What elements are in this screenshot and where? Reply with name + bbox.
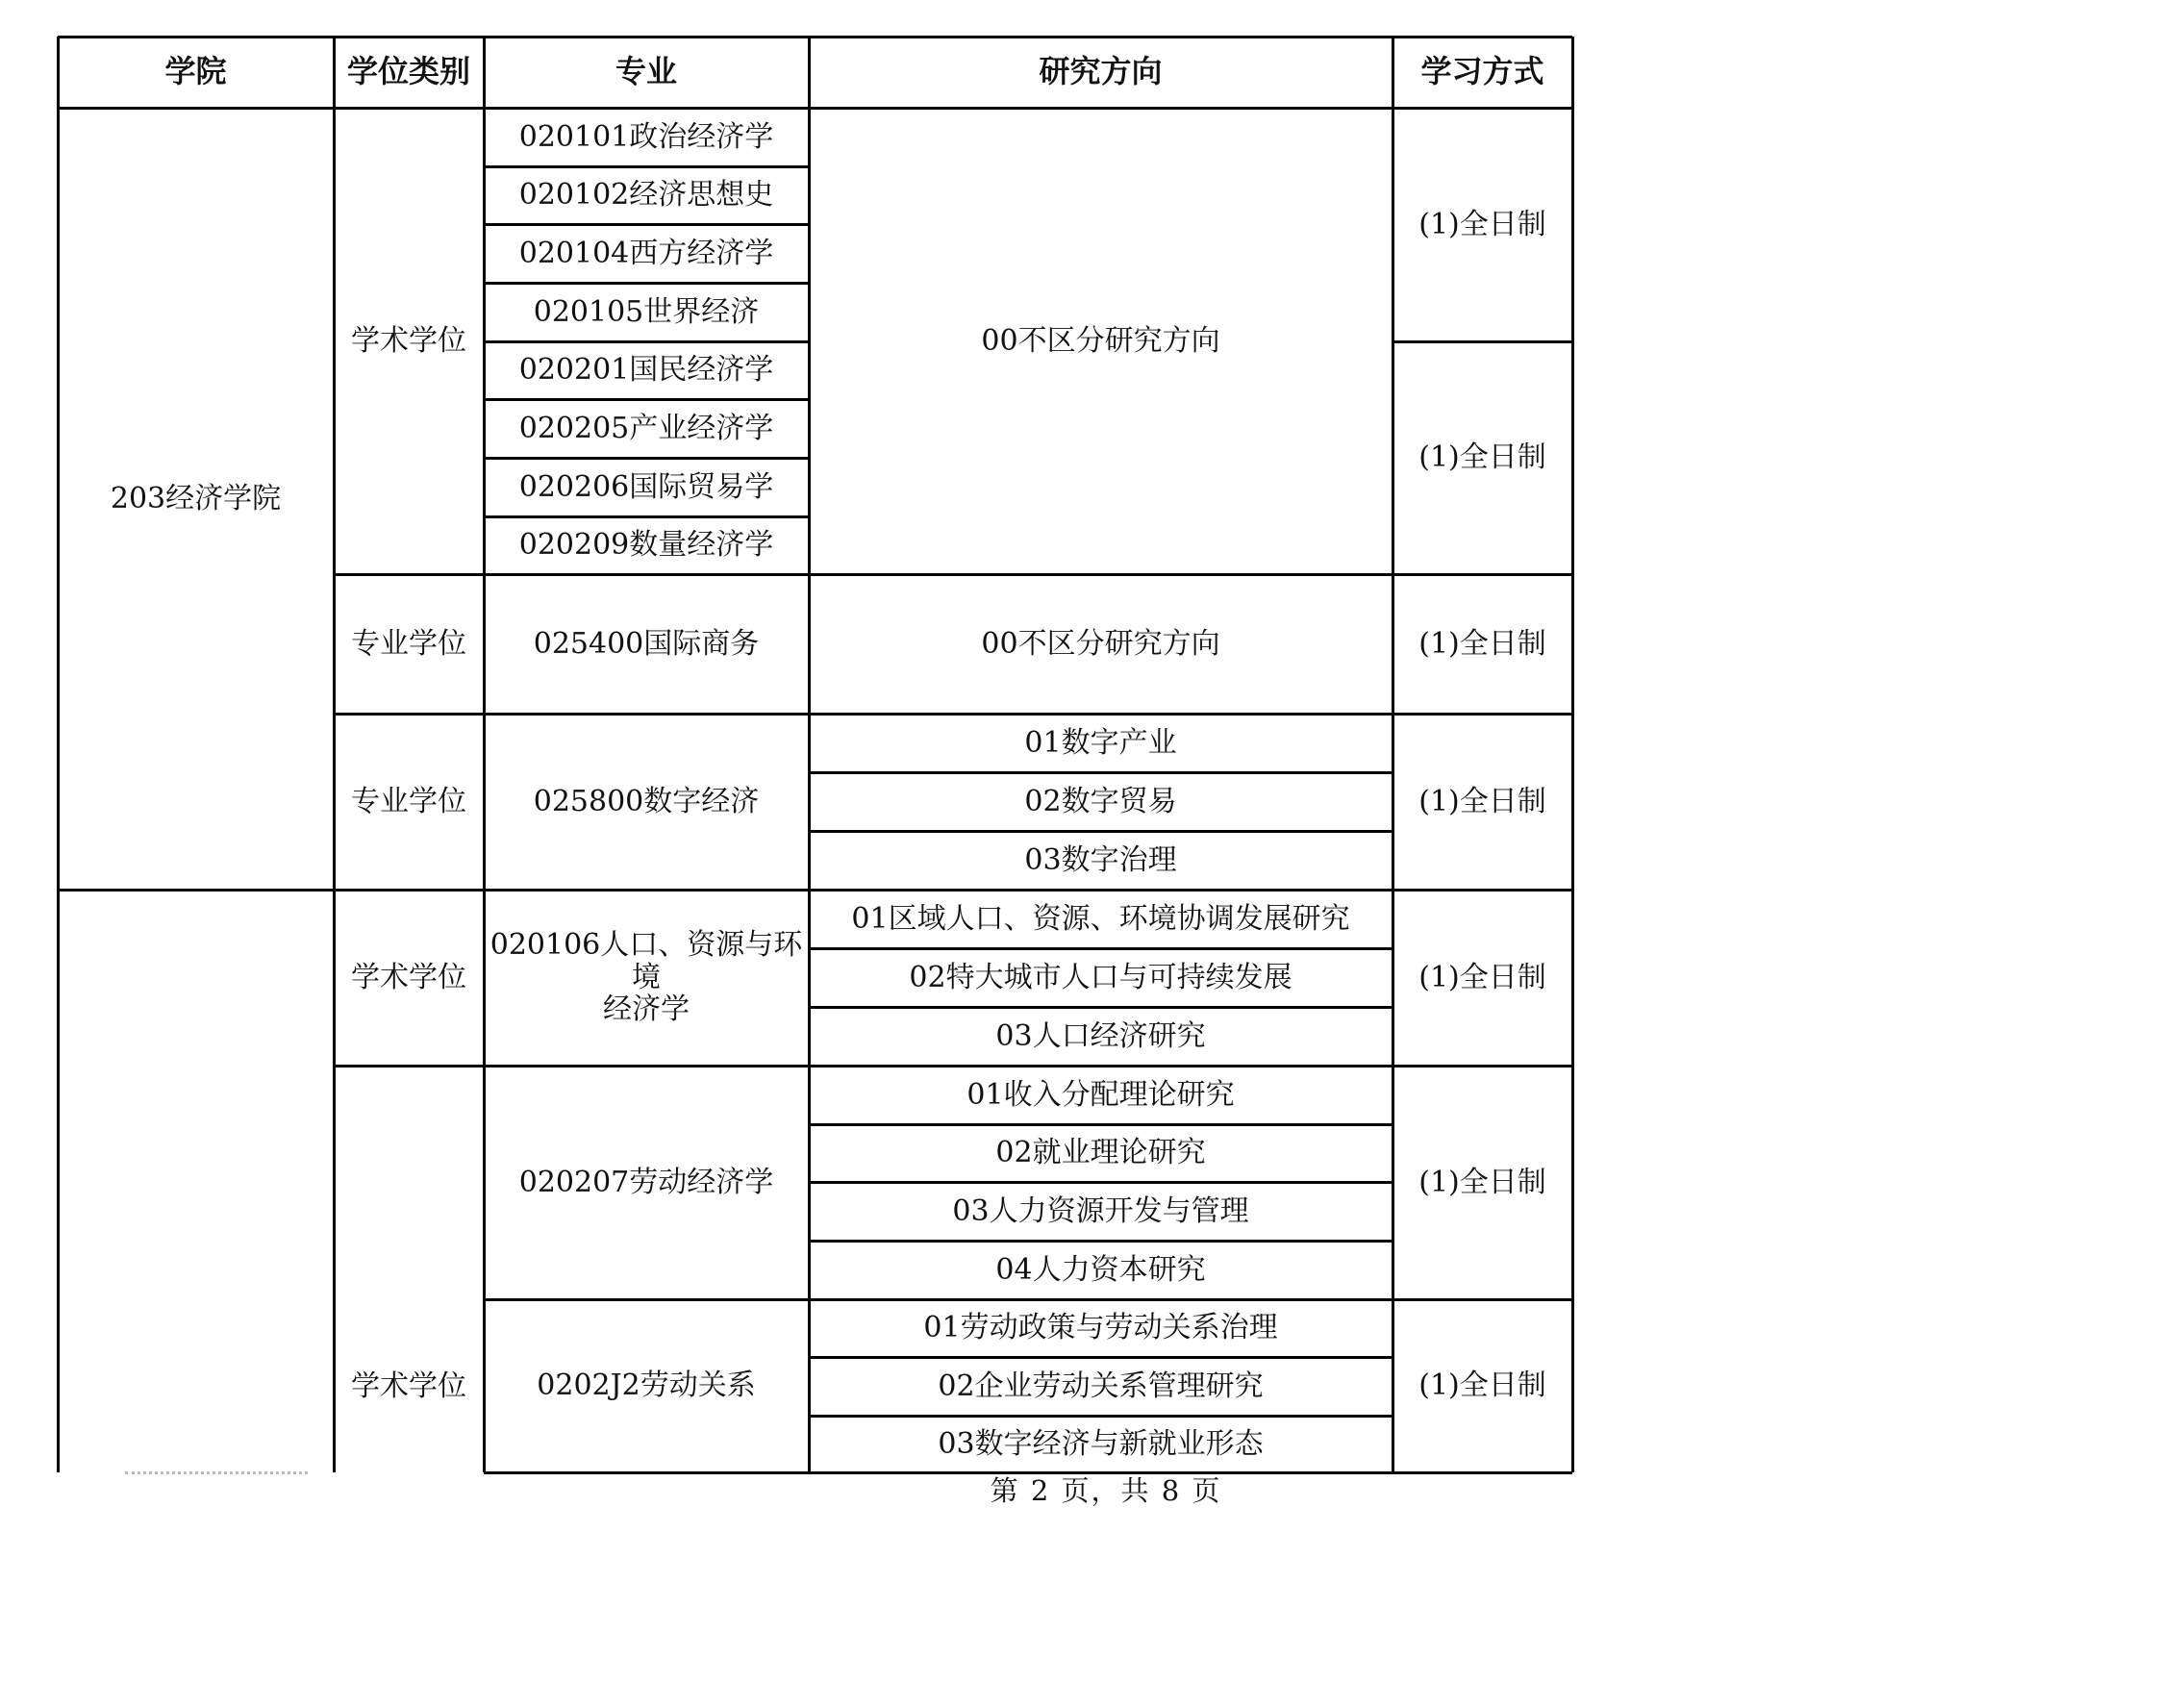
direction-cell: 01区域人口、资源、环境协调发展研究 xyxy=(851,901,1350,936)
study-mode-cell: (1)全日制 xyxy=(1418,1165,1546,1199)
degree-type-cell: 学术学位 xyxy=(351,960,466,994)
page-footer: 第 2 页，共 8 页 xyxy=(990,1474,1222,1507)
major-cell: 020104西方经济学 xyxy=(518,236,774,270)
direction-cell: 03人口经济研究 xyxy=(995,1018,1206,1053)
direction-cell: 01数字产业 xyxy=(1024,725,1177,760)
direction-cell: 02就业理论研究 xyxy=(995,1136,1206,1170)
direction-cell: 03数字经济与新就业形态 xyxy=(938,1426,1264,1461)
direction-cell: 00不区分研究方向 xyxy=(981,626,1220,661)
college-cell: 203经济学院 xyxy=(110,481,282,515)
degree-type-cell: 学术学位 xyxy=(351,1369,466,1404)
direction-cell: 02数字贸易 xyxy=(1024,784,1177,818)
direction-cell: 02企业劳动关系管理研究 xyxy=(938,1369,1264,1403)
direction-cell: 01劳动政策与劳动关系治理 xyxy=(923,1311,1278,1345)
study-mode-cell: (1)全日制 xyxy=(1418,207,1546,241)
study-mode-cell: (1)全日制 xyxy=(1418,960,1546,994)
major-cell: 020206国际贸易学 xyxy=(518,469,774,504)
major-cell: 020106人口、资源与环境 经济学 xyxy=(489,928,803,1027)
header-study-mode: 学习方式 xyxy=(1420,53,1544,90)
direction-cell: 01收入分配理论研究 xyxy=(966,1077,1235,1112)
major-cell: 020201国民经济学 xyxy=(518,353,774,388)
major-cell: 025400国际商务 xyxy=(533,626,760,661)
major-cell: 020102经济思想史 xyxy=(518,178,774,213)
degree-type-cell: 学术学位 xyxy=(351,323,466,358)
study-mode-cell: (1)全日制 xyxy=(1418,784,1546,818)
major-cell: 020205产业经济学 xyxy=(518,411,774,445)
study-mode-cell: (1)全日制 xyxy=(1418,440,1546,475)
direction-cell: 03数字治理 xyxy=(1024,842,1177,877)
direction-cell: 00不区分研究方向 xyxy=(981,323,1220,358)
major-cell: 020101政治经济学 xyxy=(518,119,774,154)
header-degree-type: 学位类别 xyxy=(346,53,470,90)
study-mode-cell: (1)全日制 xyxy=(1418,1369,1546,1403)
study-mode-cell: (1)全日制 xyxy=(1418,626,1546,661)
header-research-direction: 研究方向 xyxy=(1039,53,1163,90)
header-major: 专业 xyxy=(615,53,677,90)
degree-type-cell: 专业学位 xyxy=(351,626,466,661)
direction-cell: 03人力资源开发与管理 xyxy=(952,1193,1249,1228)
direction-cell: 04人力资本研究 xyxy=(995,1252,1206,1287)
direction-cell: 02特大城市人口与可持续发展 xyxy=(909,960,1292,994)
header-college: 学院 xyxy=(164,53,227,90)
degree-type-cell: 专业学位 xyxy=(351,784,466,818)
major-cell: 0202J2劳动关系 xyxy=(537,1369,756,1403)
major-cell: 025800数字经济 xyxy=(533,784,760,818)
major-cell: 020207劳动经济学 xyxy=(518,1165,774,1199)
major-cell: 020105世界经济 xyxy=(533,294,760,329)
cut-off-text-remnant xyxy=(125,1471,308,1480)
major-cell: 020209数量经济学 xyxy=(518,528,774,563)
